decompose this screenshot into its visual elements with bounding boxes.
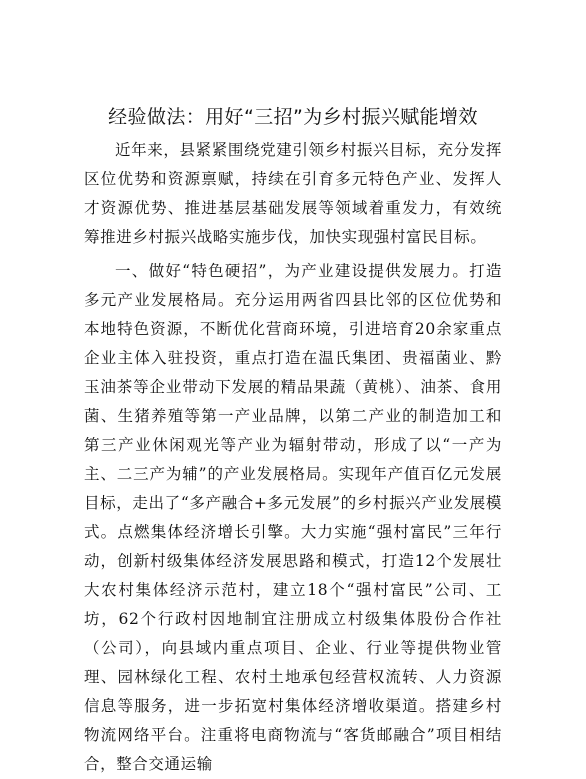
section-one-paragraph: 一、做好“特色硬招”，为产业建设提供发展力。打造多元产业发展格局。充分运用两省四县比邻的区位优势和本地特色资源，不断优化营商环境，引进培育20余家重点企业主体入驻投资，重点打造在温氏集团、贵福菌业、黔玉油茶等企业带动下发展的精品果蔬（黄桃）、油茶、食用菌、生猪养殖等第一产业品牌，以第二产业的制造加工和第三产业休闲观光等产业为辐射带动，形成了以“一产为主、二三产为辅”的产业发展格局。实现年产值百亿元发展目标，走出了“多产融合+多元发展”的乡村振兴产业发展模式。点燃集体经济增长引擎。大力实施“强村富民”三年行动，创新村级集体经济发展思路和模式，打造12个发展壮大农村集体经济示范村，建立18个“强村富民”公司、工坊，62个行政村因地制宜注册成立村级集体股份合作社（公司），向县域内重点项目、企业、行业等提供物业管理、园林绿化工程、农村土地承包经营权流转、人力资源信息等服务，进一步拓宽村集体经济增收渠道。搭建乡村物流网络平台。注重将电商物流与“客货邮融合”项目相结合，整合交通运输	[84, 262, 502, 773]
document-body	[84, 136, 502, 779]
intro-paragraph: 近年来，县紧紧围绕党建引领乡村振兴目标，充分发挥区位优势和资源禀赋，持续在引育多元特色产业、发挥人才资源优势、推进基层基础发展等领域着重发力，有效统筹推进乡村振兴战略实施步伐，加快实现强村富民目标。	[84, 141, 502, 246]
document-title: 经验做法：用好“三招”为乡村振兴赋能增效	[108, 106, 478, 128]
